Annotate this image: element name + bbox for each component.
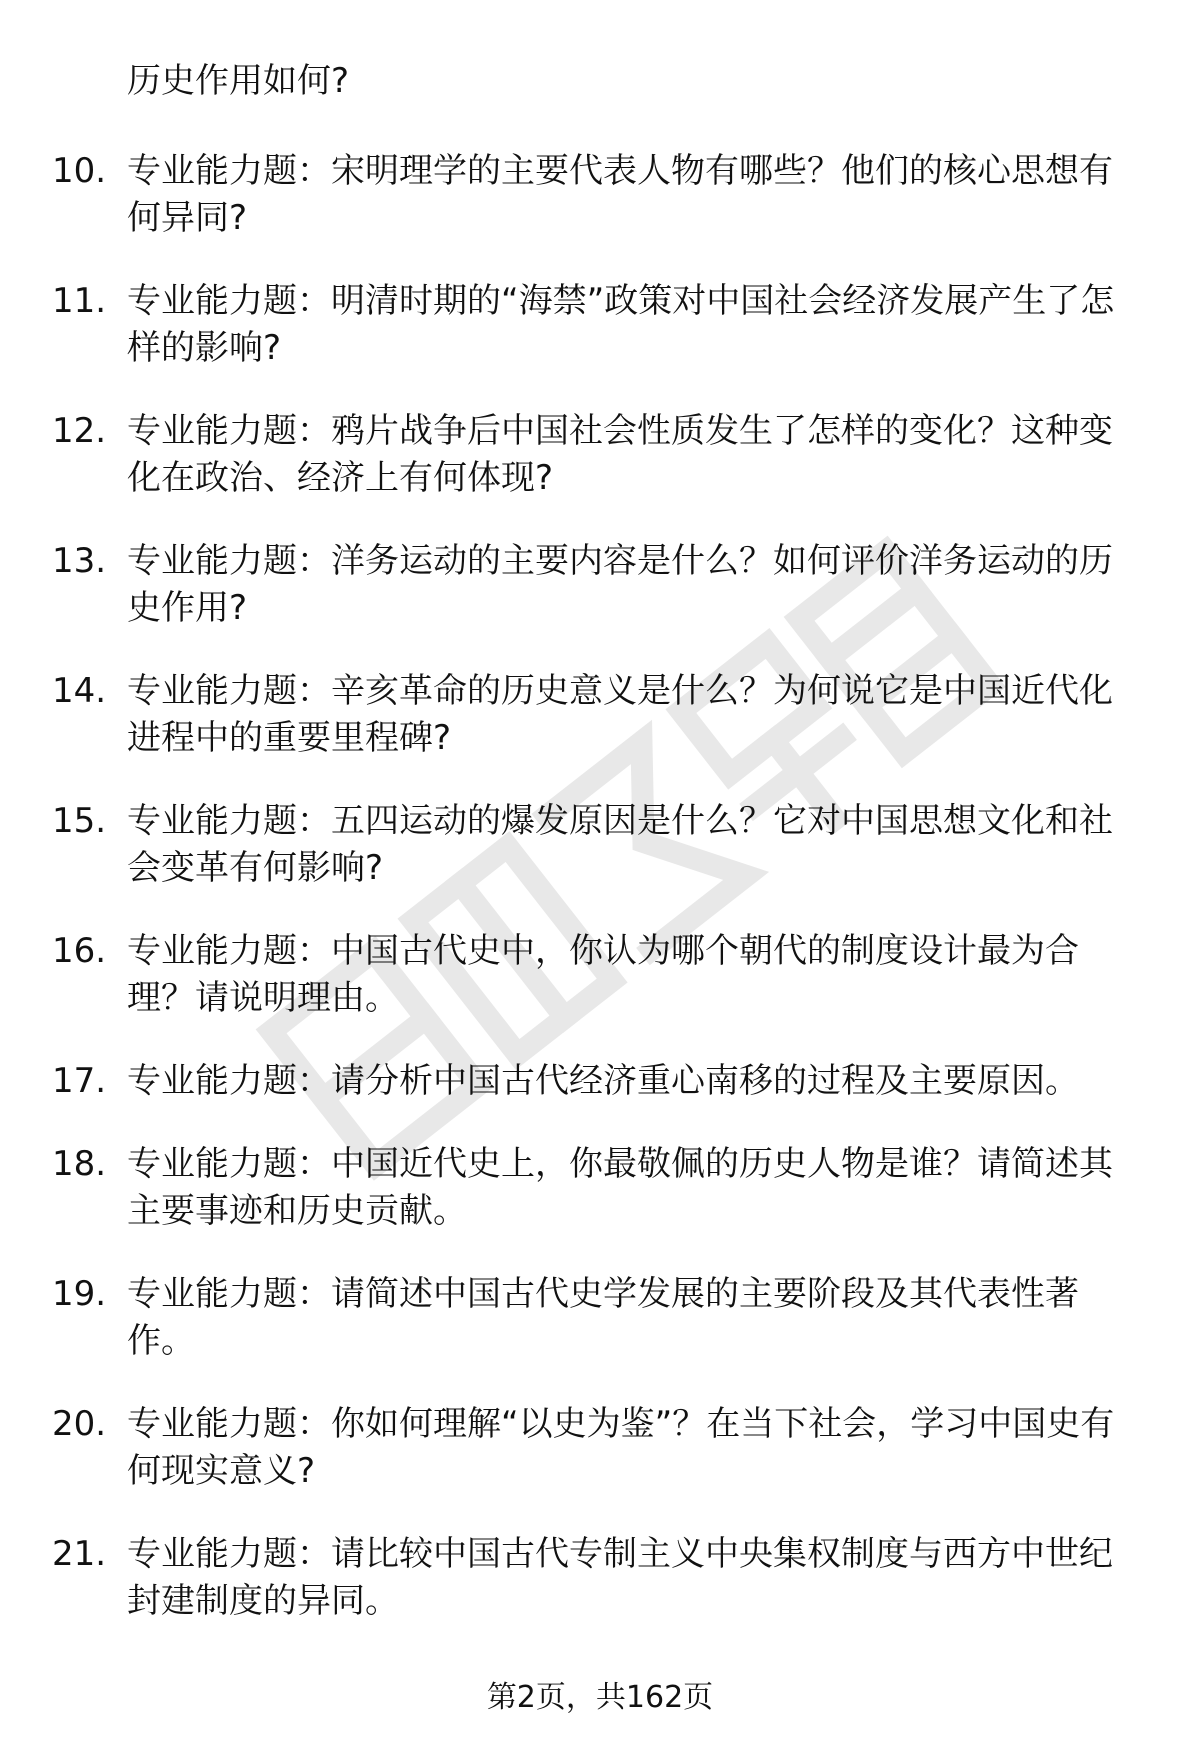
- list-item: [0, 668, 1200, 762]
- list-item: [0, 1401, 1200, 1495]
- item-text: 专业能力题：请分析中国古代经济重心南移的过程及主要原因。: [127, 1061, 1079, 1101]
- item-number: 14.: [52, 671, 107, 711]
- question-list: [0, 148, 1200, 1661]
- item-text: 专业能力题：辛亥革命的历史意义是什么？为何说它是中国近代化进程中的重要里程碑?: [127, 671, 1113, 758]
- list-item: [0, 1271, 1200, 1365]
- list-item: [0, 1531, 1200, 1625]
- item-text: 专业能力题：洋务运动的主要内容是什么？如何评价洋务运动的历史作用?: [127, 541, 1113, 628]
- item-text: 专业能力题：鸦片战争后中国社会性质发生了怎样的变化？这种变化在政治、经济上有何体现?: [127, 411, 1113, 498]
- item-text: 专业能力题：中国近代史上，你最敬佩的历史人物是谁？请简述其主要事迹和历史贡献。: [127, 1144, 1113, 1231]
- continuation-text: 历史作用如何?: [127, 61, 350, 101]
- item-number: 16.: [52, 931, 107, 971]
- item-text: 专业能力题：五四运动的爆发原因是什么？它对中国思想文化和社会变革有何影响?: [127, 801, 1113, 888]
- item-number: 20.: [52, 1404, 107, 1444]
- list-item: [0, 408, 1200, 502]
- item-number: 21.: [52, 1534, 107, 1574]
- item-text: 专业能力题：你如何理解“以史为鉴”？在当下社会，学习中国史有何现实意义?: [127, 1404, 1115, 1491]
- item-number: 10.: [52, 151, 107, 191]
- item-number: 19.: [52, 1274, 107, 1314]
- list-item: [0, 538, 1200, 632]
- item-number: 18.: [52, 1144, 107, 1184]
- item-text: 专业能力题：请比较中国古代专制主义中央集权制度与西方中世纪封建制度的异同。: [127, 1534, 1113, 1621]
- item-number: 13.: [52, 541, 107, 581]
- item-text: 专业能力题：中国古代史中，你认为哪个朝代的制度设计最为合理？请说明理由。: [127, 931, 1079, 1018]
- list-item: [0, 278, 1200, 372]
- list-item: [0, 798, 1200, 892]
- list-item: [0, 1141, 1200, 1235]
- item-text: 专业能力题：宋明理学的主要代表人物有哪些？他们的核心思想有何异同?: [127, 151, 1113, 238]
- list-item: [0, 1058, 1200, 1105]
- item-text: 专业能力题：请简述中国古代史学发展的主要阶段及其代表性著作。: [127, 1274, 1079, 1361]
- item-number: 15.: [52, 801, 107, 841]
- item-number: 11.: [52, 281, 107, 321]
- item-number: 17.: [52, 1061, 107, 1101]
- item-text: 专业能力题：明清时期的“海禁”政策对中国社会经济发展产生了怎样的影响?: [127, 281, 1115, 368]
- item-number: 12.: [52, 411, 107, 451]
- list-item: [0, 148, 1200, 242]
- page-footer: 第2页，共162页: [486, 1680, 714, 1715]
- list-item: [0, 928, 1200, 1022]
